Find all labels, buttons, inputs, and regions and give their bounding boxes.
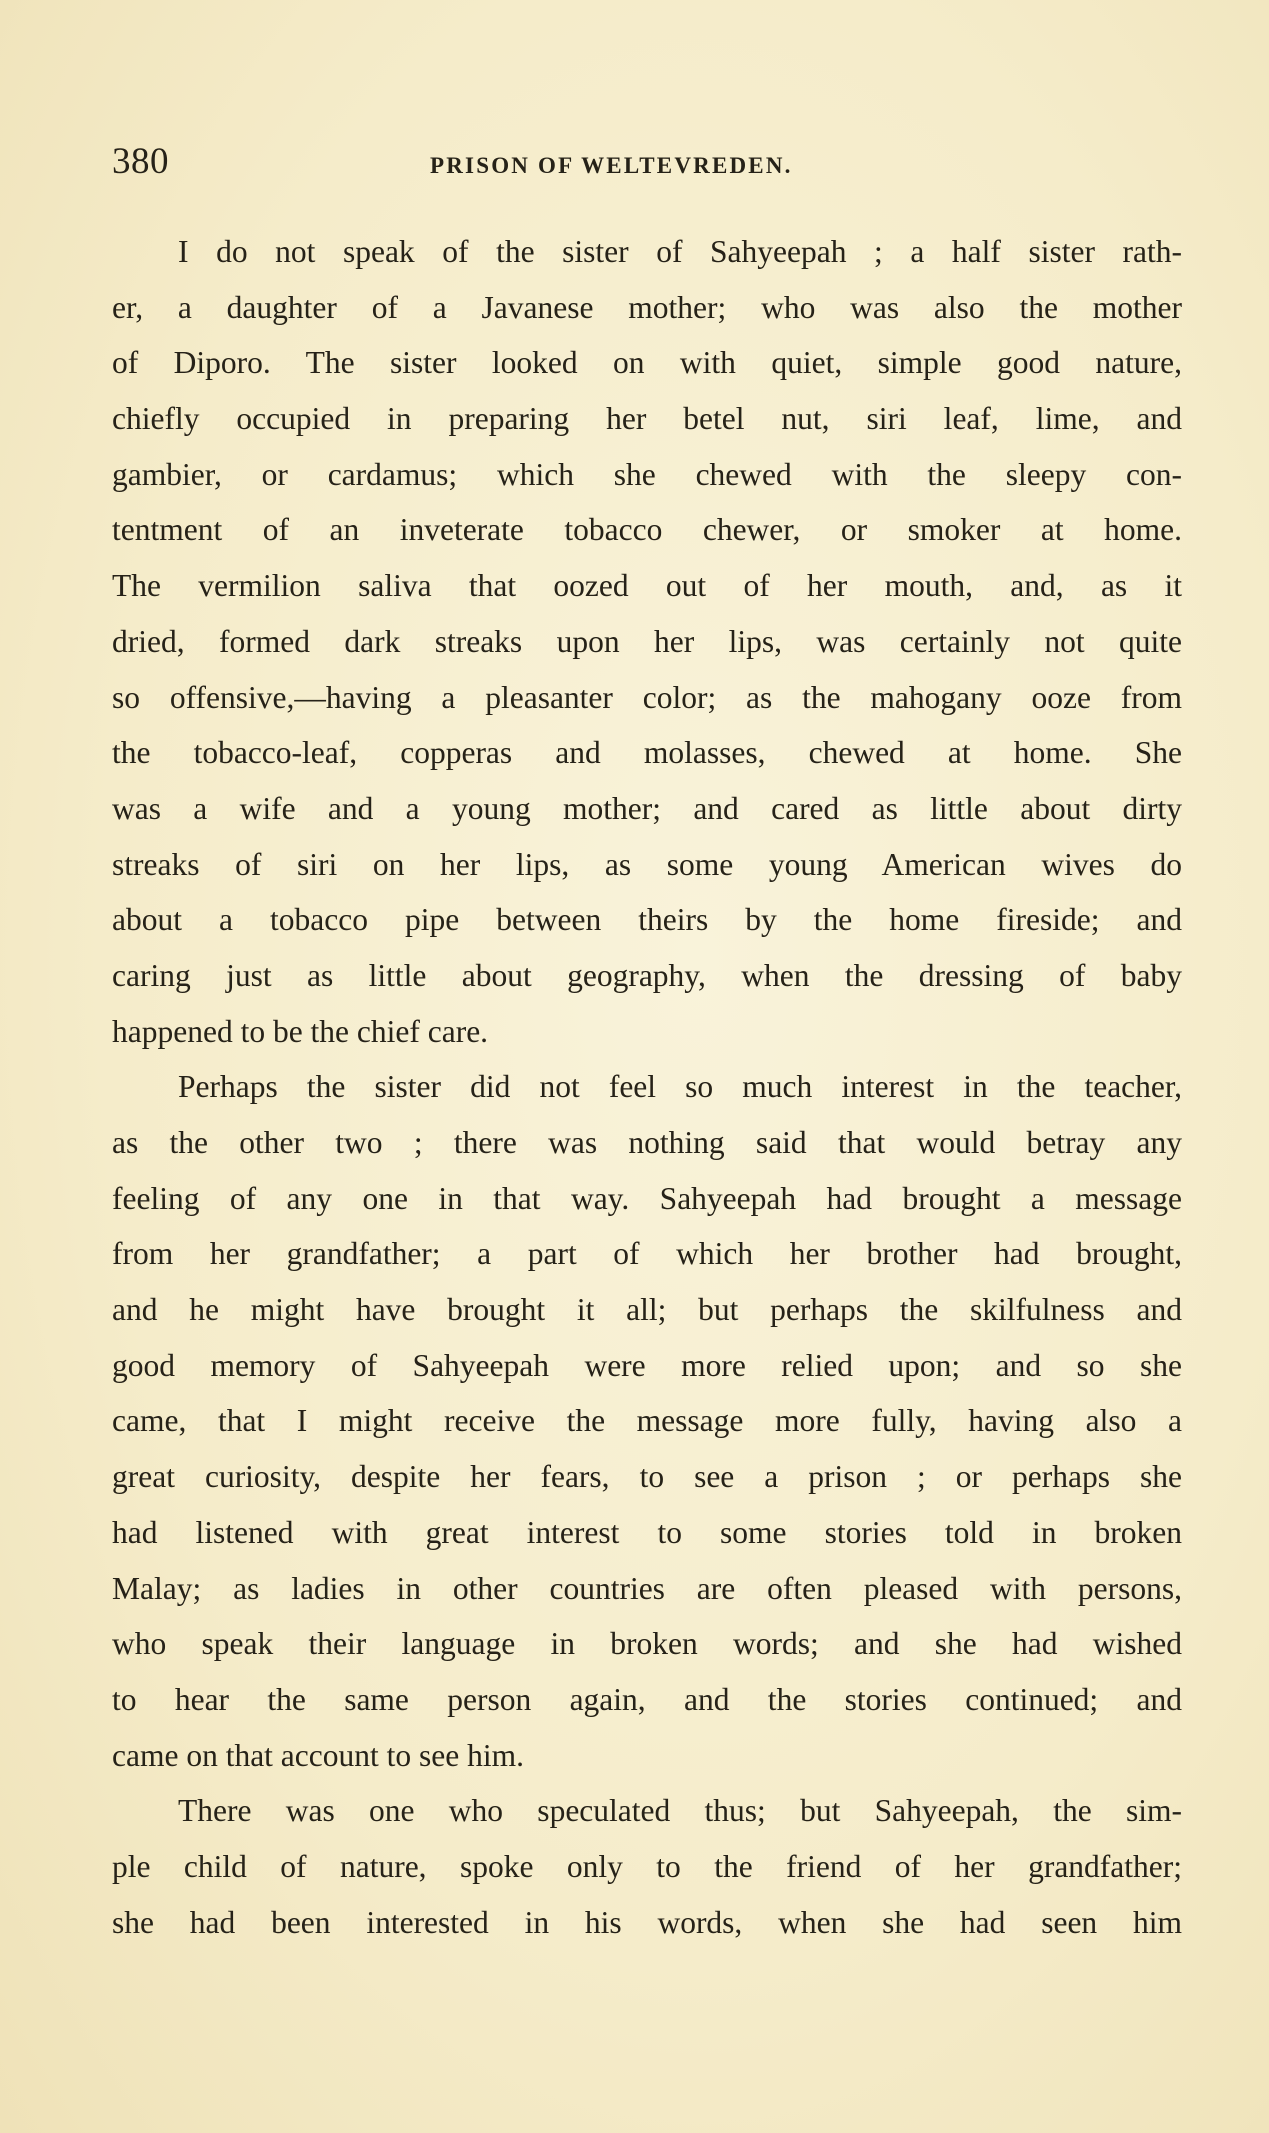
- text-line: came on that account to see him.: [112, 1737, 524, 1773]
- running-head: PRISON OF WELTEVREDEN.: [430, 153, 793, 178]
- text-line: the tobacco-leaf, copperas and molasses, chewed at home. She: [112, 735, 1182, 771]
- text-line: from her grandfather; a part of which her brother had brought,: [112, 1236, 1182, 1272]
- paragraph: [112, 1783, 1182, 1950]
- text-line: had listened with great interest to some stories told in broken: [112, 1514, 1182, 1550]
- text-line: and he might have brought it all; but perhaps the skilfulness and: [112, 1292, 1182, 1328]
- text-line: streaks of siri on her lips, as some young American wives do: [112, 846, 1182, 882]
- text-line: she had been interested in his words, when she had seen him: [112, 1904, 1182, 1940]
- text-line: about a tobacco pipe between theirs by the home fireside; and: [112, 902, 1182, 938]
- paragraph: [112, 224, 1182, 1059]
- text-line: caring just as little about geography, when the dressing of baby: [112, 957, 1182, 993]
- text-line: dried, formed dark streaks upon her lips, was certainly not quite: [112, 623, 1182, 659]
- text-line: as the other two ; there was nothing said that would betray any: [112, 1125, 1182, 1160]
- text-line: Malay; as ladies in other countries are often pleased with persons,: [112, 1570, 1182, 1606]
- body-text: [112, 224, 1182, 1950]
- page-number: 380: [112, 141, 169, 182]
- text-line: ple child of nature, spoke only to the friend of her grandfather;: [112, 1848, 1182, 1884]
- paragraph: [112, 1059, 1182, 1783]
- text-line: to hear the same person again, and the stories continued; and: [112, 1681, 1182, 1717]
- text-line: was a wife and a young mother; and cared as little about dirty: [112, 790, 1182, 826]
- text-line: Perhaps the sister did not feel so much interest in the teacher,: [178, 1069, 1182, 1105]
- text-line: chiefly occupied in preparing her betel nut, siri leaf, lime, and: [112, 401, 1182, 437]
- text-line: good memory of Sahyeepah were more relied upon; and so she: [112, 1347, 1182, 1383]
- text-line: great curiosity, despite her fears, to see a prison ; or perhaps she: [112, 1459, 1182, 1495]
- text-line: happened to be the chief care.: [112, 1013, 489, 1049]
- text-line: who speak their language in broken words; and she had wished: [112, 1626, 1182, 1662]
- text-line: of Diporo. The sister looked on with quiet, simple good nature,: [112, 345, 1182, 381]
- text-line: I do not speak of the sister of Sahyeepah ; a half sister rath-: [178, 234, 1182, 269]
- text-line: er, a daughter of a Javanese mother; who was also the mother: [112, 289, 1182, 325]
- text-line: feeling of any one in that way. Sahyeepah had brought a message: [112, 1180, 1182, 1216]
- text-line: gambier, or cardamus; which she chewed with the sleepy con-: [112, 456, 1182, 492]
- page-header: [112, 134, 1182, 190]
- text-line: came, that I might receive the message more fully, having also a: [112, 1403, 1182, 1439]
- text-line: There was one who speculated thus; but Sahyeepah, the sim-: [178, 1793, 1182, 1829]
- text-line: tentment of an inveterate tobacco chewer, or smoker at home.: [112, 512, 1182, 548]
- text-line: The vermilion saliva that oozed out of her mouth, and, as it: [112, 568, 1182, 604]
- text-line: so offensive,—having a pleasanter color; as the mahogany ooze from: [112, 679, 1182, 715]
